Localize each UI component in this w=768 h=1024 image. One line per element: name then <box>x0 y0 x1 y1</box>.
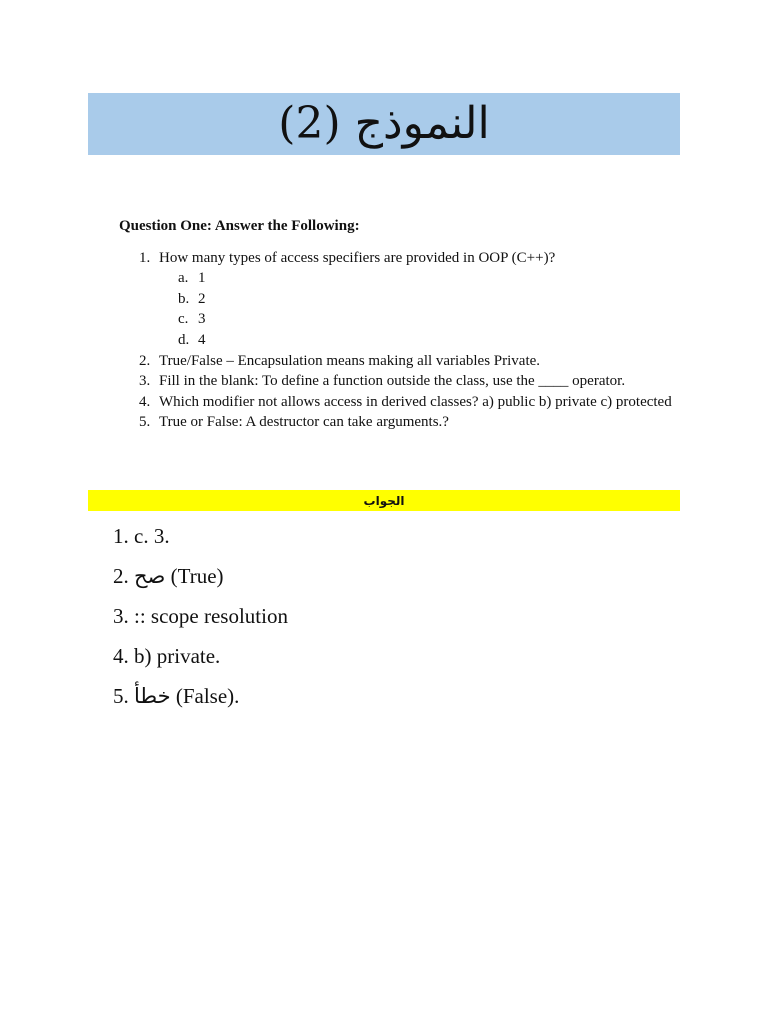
answer-item: 5. خطأ (False). <box>113 684 240 708</box>
question-item <box>119 371 679 392</box>
answer-item: 2. صح (True) <box>113 564 224 588</box>
question-list <box>119 248 679 433</box>
question-text: True/False – Encapsulation means making all variables Private. <box>159 352 541 369</box>
option-item <box>119 309 679 330</box>
answer-header-label: الجواب <box>363 493 405 508</box>
option-text: 3 <box>198 311 206 328</box>
option-item <box>119 289 679 310</box>
question-number: 5. <box>139 414 151 431</box>
questions-section <box>119 216 679 433</box>
question-item <box>119 248 679 351</box>
answer-header-bar <box>88 490 680 511</box>
option-item <box>119 330 679 351</box>
question-text: Fill in the blank: To define a function outside the class, use the ____ operator. <box>159 373 626 390</box>
question-text: True or False: A destructor can take arguments.? <box>159 414 449 431</box>
option-letter: c. <box>178 311 189 328</box>
option-text: 1 <box>198 270 206 287</box>
question-text: Which modifier not allows access in derived classes? a) public b) private c) protected <box>159 393 672 410</box>
answers-list <box>113 522 673 722</box>
question-item <box>119 351 679 372</box>
question-number: 3. <box>139 373 151 390</box>
answer-item: 3. :: scope resolution <box>113 604 288 628</box>
question-item <box>119 412 679 433</box>
question-number: 1. <box>139 249 151 266</box>
option-text: 2 <box>198 290 206 307</box>
answer-item: 4. b) private. <box>113 644 221 668</box>
header-banner <box>88 93 680 155</box>
option-letter: b. <box>178 290 190 307</box>
question-text: How many types of access specifiers are provided in OOP (C++)? <box>159 249 556 266</box>
section-heading: Question One: Answer the Following: <box>119 218 360 234</box>
question-number: 4. <box>139 393 151 410</box>
option-list <box>159 268 679 350</box>
option-letter: a. <box>178 270 189 287</box>
option-letter: d. <box>178 331 190 348</box>
answer-item: 1. c. 3. <box>113 524 170 548</box>
question-item <box>119 392 679 413</box>
option-item <box>119 268 679 289</box>
question-number: 2. <box>139 352 151 369</box>
option-text: 4 <box>198 331 206 348</box>
page-title: النموذج (2) <box>278 98 490 149</box>
